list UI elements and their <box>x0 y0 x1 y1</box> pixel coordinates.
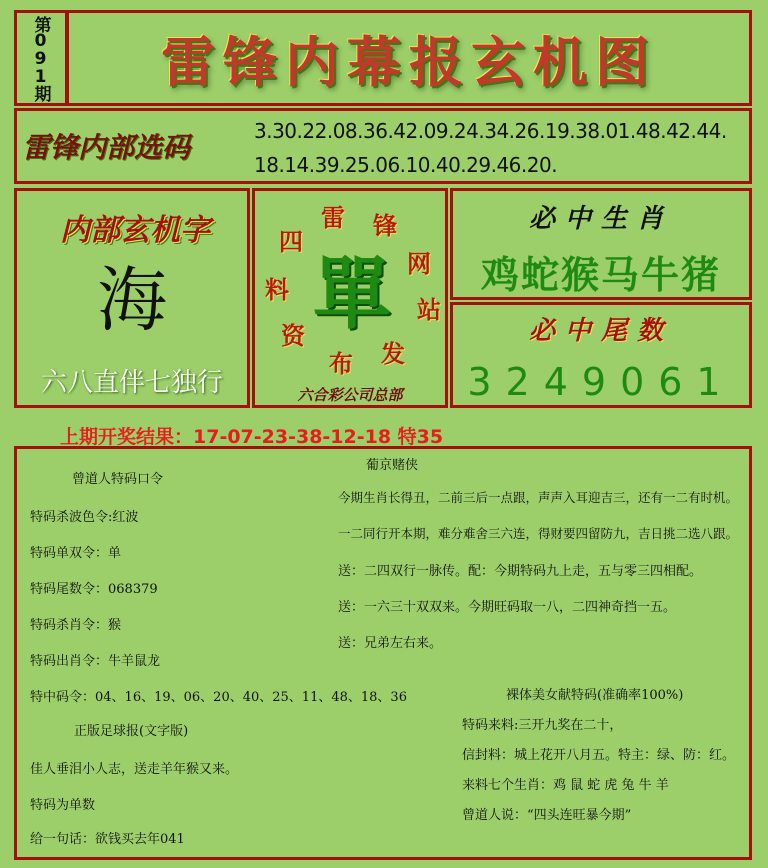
beauty-line-1: 特码来料:三开九奖在二十， <box>462 718 623 733</box>
ring-char-2: 锋 <box>373 210 397 240</box>
internal-numbers-label: 雷锋内部选码 <box>22 131 191 164</box>
color-kill: 特码杀波色令:红波 <box>30 510 139 525</box>
left-heading: 曾道人特码口令 <box>72 472 164 487</box>
football-heading: 正版足球报(文字版) <box>74 724 189 739</box>
tail-label: 必中尾数 <box>528 316 673 346</box>
one-sentence: 给一句话：欲钱买去年041 <box>30 832 185 847</box>
tail-digits: 特码尾数令：068379 <box>30 582 158 597</box>
out-zodiac: 特码出肖令：牛羊鼠龙 <box>30 654 161 669</box>
right-heading: 葡京赌侠 <box>366 458 419 473</box>
internal-numbers-list <box>254 114 748 182</box>
mid-numbers: 特中码令：04、16、19、06、20、40、25、11、48、18、36 <box>30 690 407 705</box>
right-line-3: 送：二四双行一脉传。配：今期特码九上走，五与零三四相配。 <box>338 564 703 579</box>
page-title: 雷锋内幕报玄机图 <box>161 29 657 94</box>
secret-char: 海 <box>97 258 167 341</box>
right-line-1: 今期生肖长得丑，二前三后一点跟，声声入耳迎吉三，还有一二有时机。 <box>338 490 739 505</box>
ring-char-7: 资 <box>281 320 305 350</box>
company-footer: 六合彩公司总部 <box>297 386 403 404</box>
ring-char-5: 发 <box>381 338 405 368</box>
beauty-line-2: 信封料：城上花开八月五。特主：绿、防：红。 <box>462 748 736 763</box>
tail-value: 3249061 <box>467 360 735 404</box>
secret-hint: 六八直伴七独行 <box>40 368 223 398</box>
last-result: 上期开奖结果：17-07-23-38-12-18 特35 <box>60 426 444 448</box>
ring-char-9: 四 <box>279 226 303 256</box>
ring-char-8: 料 <box>265 274 289 304</box>
ring-char-6: 布 <box>329 348 353 378</box>
ring-char-3: 网 <box>407 248 431 278</box>
secret-label: 内部玄机字 <box>60 213 210 248</box>
odd-even: 特码单双令：单 <box>30 546 122 561</box>
zodiac-label: 必中生肖 <box>528 204 673 234</box>
beauty-line-3: 来料七个生肖：鸡 鼠 蛇 虎 兔 牛 羊 <box>462 778 669 793</box>
right-line-2: 一二同行开本期，难分难舍三六连，得财要四留防九，吉日挑二选八跟。 <box>338 526 739 541</box>
right-line-4: 送：一六三十双双来。今期旺码取一八，二四神奇挡一五。 <box>338 600 677 615</box>
kill-zodiac: 特码杀肖令：猴 <box>30 618 122 633</box>
zodiac-value: 鸡蛇猴马牛猪 <box>480 252 721 297</box>
center-char: 單 <box>312 249 391 340</box>
internal-numbers-line1: 3.30.22.08.36.42.09.24.34.26.19.38.01.48.42.44. <box>254 119 727 143</box>
beauty-line-4: 曾道人说：“四头连旺暴今期” <box>462 808 632 823</box>
ring-char-1: 雷 <box>321 202 345 232</box>
odd-number: 特码为单数 <box>30 798 96 813</box>
beauty-heading: 裸体美女献特码(准确率100%) <box>506 688 684 703</box>
poem: 佳人垂泪小人志，送走羊年猴又来。 <box>30 762 239 777</box>
internal-numbers-line2: 18.14.39.25.06.10.40.29.46.20. <box>254 153 558 177</box>
ring-char-4: 站 <box>417 294 441 324</box>
issue-number: 第091期 <box>30 16 51 100</box>
right-line-5: 送：兄弟左右来。 <box>338 636 443 651</box>
